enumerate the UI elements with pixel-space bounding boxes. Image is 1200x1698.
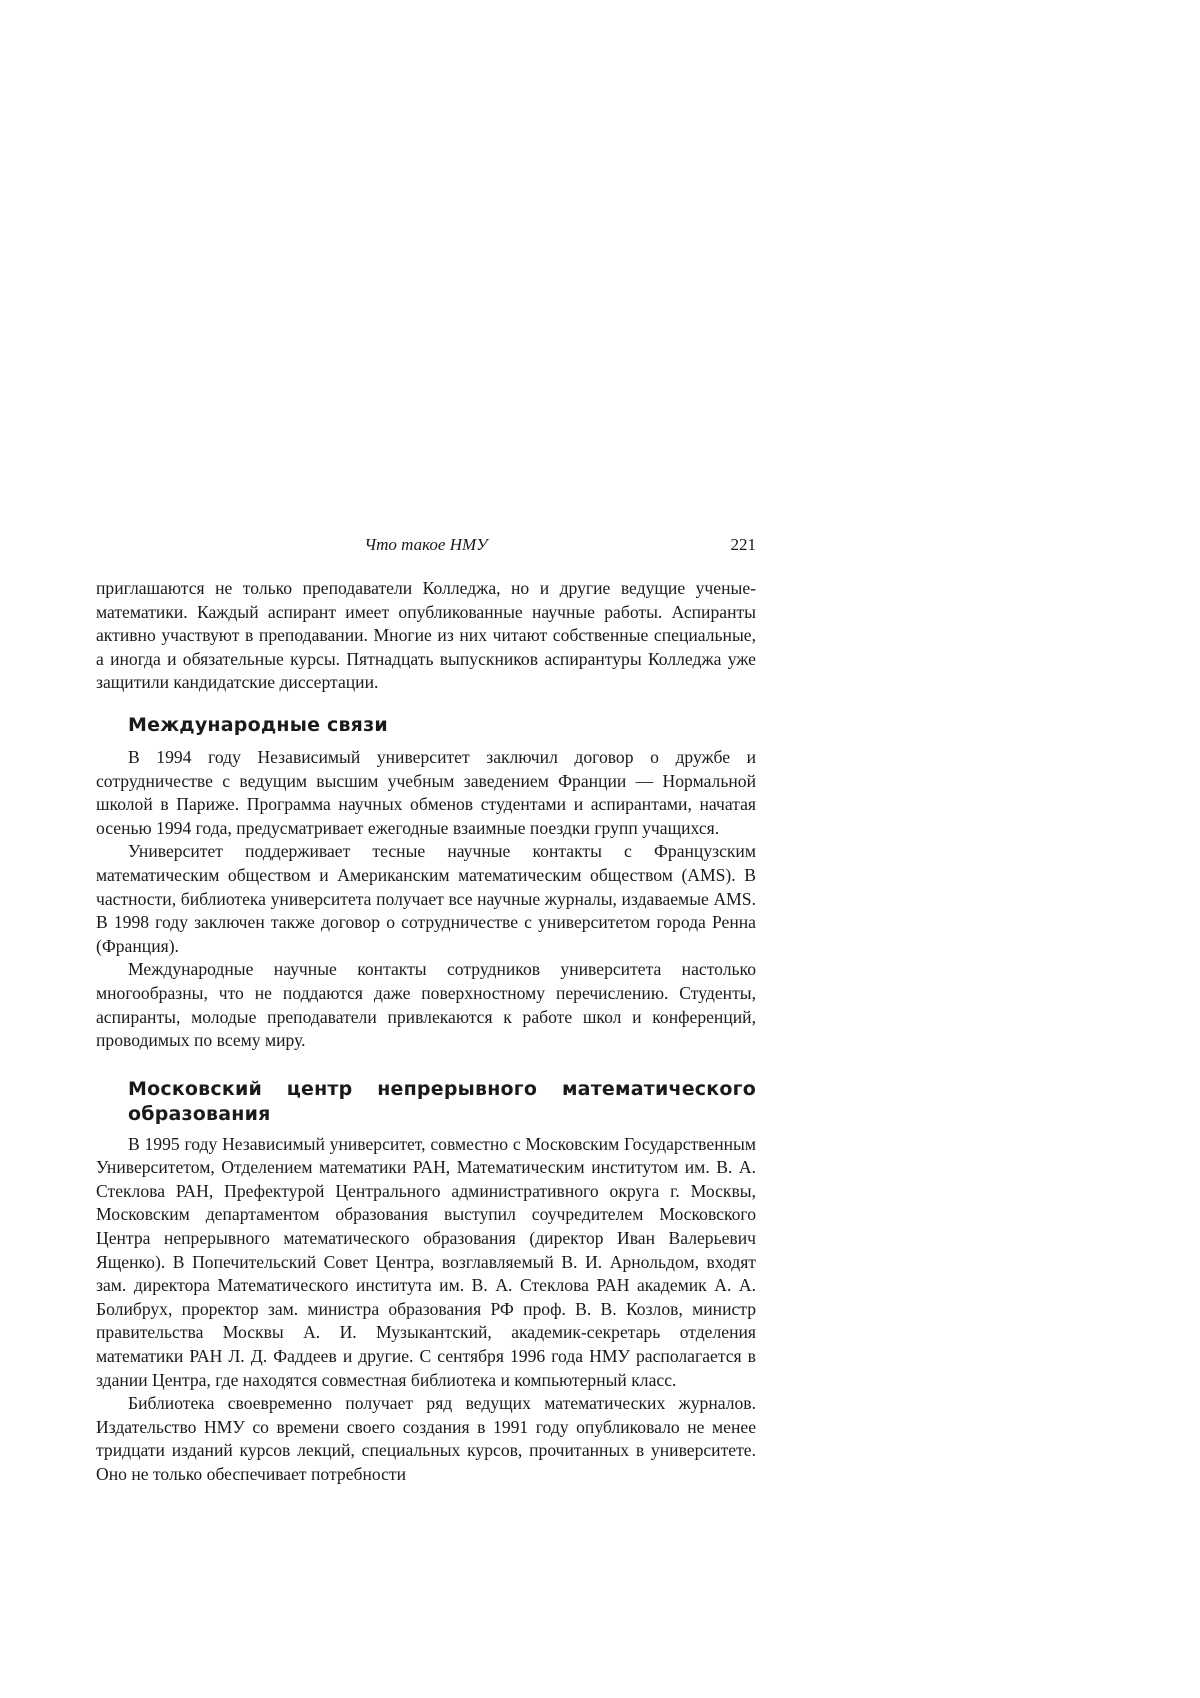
paragraph: Библиотека своевременно получает ряд ведущих математических журналов. Издательство НМУ со времени своего создания в 1991 году опубликовало не менее тридцати изданий курсов лекций, специальных курсов, прочитанных в университете. Оно не только обеспечивает потребности — [96, 1393, 756, 1484]
paragraph: Международные научные контакты сотрудников университета настолько многообразны, что не поддаются даже поверхностному перечислению. Студенты, аспиранты, молодые преподаватели привлекаются к работе школ и конференций, проводимых по всему миру. — [96, 959, 756, 1051]
paragraph: В 1995 году Независимый университет, совместно с Московским Государственным Университетом, Отделением математики РАН, Математическим институтом им. В. А. Стеклова РАН, Префектурой Центрального административного округа г. Москвы, Московским департаментом образования выступил соучредителем Московского Центра непрерывного математического образования (директор Иван Валерьевич Ященко). В Попечительский Совет Центра, возглавляемый В. И. Арнольдом, входят зам. директора Математического института им. В. А. Стеклова РАН академик А. А. Болибрух, проректор зам. министра образования РФ проф. В. В. Козлов, министр правительства Москвы А. И. Музыкантский, академик-секретарь отделения математики РАН Л. Д. Фаддеев и другие. С сентября 1996 года НМУ располагается в здании Центра, где находятся совместная библиотека и компьютерный класс. — [96, 1133, 756, 1390]
running-head — [96, 530, 756, 560]
section-heading-international: Международные связи — [128, 713, 388, 736]
section-heading-moscow-center: Московский центр непрерывного математического образования — [128, 1077, 756, 1125]
intro-paragraph: приглашаются не только преподаватели Колледжа, но и другие ведущие ученые-математики. Каждый аспирант имеет опубликованные научные работы. Аспиранты активно участвуют в преподавании. Многие из них читают собственные специальные, а иногда и обязательные курсы. Пятнадцать выпускников аспирантуры Колледжа уже защитили кандидатские диссертации. — [96, 578, 756, 693]
paragraph: В 1994 году Независимый университет заключил договор о дружбе и сотрудничестве с ведущим высшим учебным заведением Франции — Нормальной школой в Париже. Программа научных обменов студентами и аспирантами, начатая осенью 1994 года, предусматривает ежегодные взаимные поездки групп учащихся. — [96, 746, 756, 838]
page-number: 221 — [730, 535, 756, 554]
paragraph: Университет поддерживает тесные научные контакты с Французским математическим обществом и Американским математическим обществом (AMS). В частности, библиотека университета получает все научные журналы, издаваемые AMS. В 1998 году заключен также договор о сотрудничестве с университетом города Ренна (Франция). — [96, 841, 756, 956]
page-content — [96, 530, 756, 1487]
running-head-title: Что такое НМУ — [364, 535, 488, 554]
